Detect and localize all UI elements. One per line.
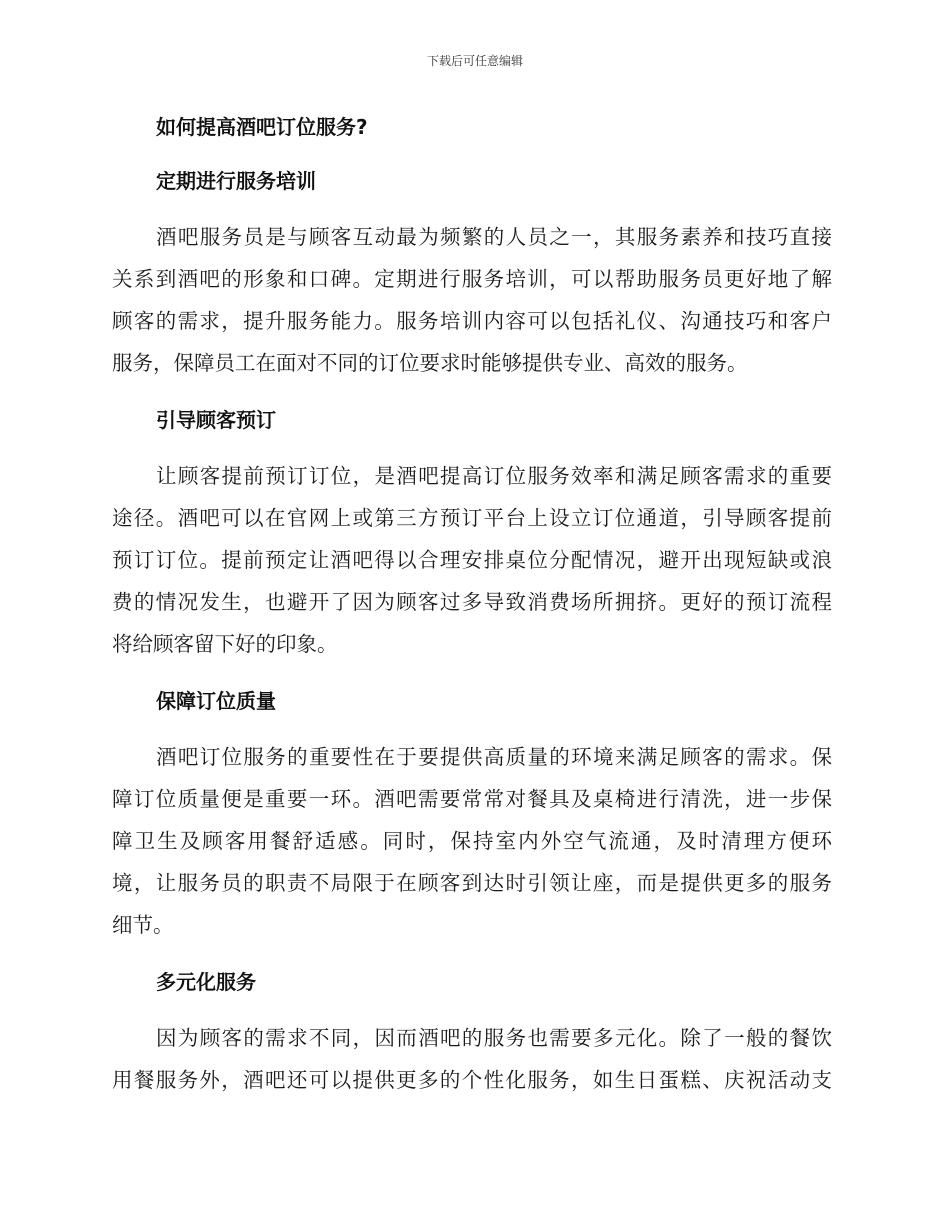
section-paragraph-booking <box>112 455 832 665</box>
paragraph-line: 途径。酒吧可以在官网上或第三方预订平台上设立订位通道，引导顾客提前 <box>112 506 832 530</box>
paragraph-line: 细节。 <box>112 913 174 937</box>
paragraph-line: 顾客的需求，提升服务能力。服务培训内容可以包括礼仪、沟通技巧和客户 <box>112 309 832 333</box>
document-title: 如何提高酒吧订位服务? <box>156 115 368 139</box>
document-body <box>112 108 832 1118</box>
paragraph-line: 关系到酒吧的形象和口碑。定期进行服务培训，可以帮助服务员更好地了解 <box>112 267 832 291</box>
paragraph-line: 障订位质量便是重要一环。酒吧需要常常对餐具及桌椅进行清洗，进一步保 <box>112 787 832 811</box>
section-heading-quality: 保障订位质量 <box>156 689 276 713</box>
page-header-note: 下载后可任意编辑 <box>426 54 523 68</box>
paragraph-line: 将给顾客留下好的印象。 <box>112 632 338 656</box>
paragraph-line: 障卫生及顾客用餐舒适感。同时，保持室内外空气流通，及时清理方便环 <box>112 829 832 853</box>
paragraph-line: 用餐服务外，酒吧还可以提供更多的个性化服务，如生日蛋糕、庆祝活动支 <box>112 1068 832 1092</box>
section-paragraph-quality <box>112 736 832 946</box>
section-paragraph-diversified <box>112 1017 832 1101</box>
paragraph-line: 服务，保障员工在面对不同的订位要求时能够提供专业、高效的服务。 <box>112 351 748 375</box>
paragraph-line: 让顾客提前预订订位，是酒吧提高订位服务效率和满足顾客需求的重要 <box>156 464 832 488</box>
section-paragraph-training <box>112 216 832 384</box>
section-heading-training: 定期进行服务培训 <box>156 169 316 193</box>
paragraph-line: 境，让服务员的职责不局限于在顾客到达时引领让座，而是提供更多的服务 <box>112 871 832 895</box>
section-heading-booking: 引导顾客预订 <box>156 408 276 432</box>
paragraph-line: 预订订位。提前预定让酒吧得以合理安排桌位分配情况，避开出现短缺或浪 <box>112 548 832 572</box>
section-heading-diversified: 多元化服务 <box>156 970 256 994</box>
paragraph-line: 因为顾客的需求不同，因而酒吧的服务也需要多元化。除了一般的餐饮 <box>156 1026 832 1050</box>
paragraph-line: 酒吧服务员是与顾客互动最为频繁的人员之一，其服务素养和技巧直接 <box>156 225 832 249</box>
paragraph-line: 酒吧订位服务的重要性在于要提供高质量的环境来满足顾客的需求。保 <box>156 745 832 769</box>
paragraph-line: 费的情况发生，也避开了因为顾客过多导致消费场所拥挤。更好的预订流程 <box>112 590 832 614</box>
